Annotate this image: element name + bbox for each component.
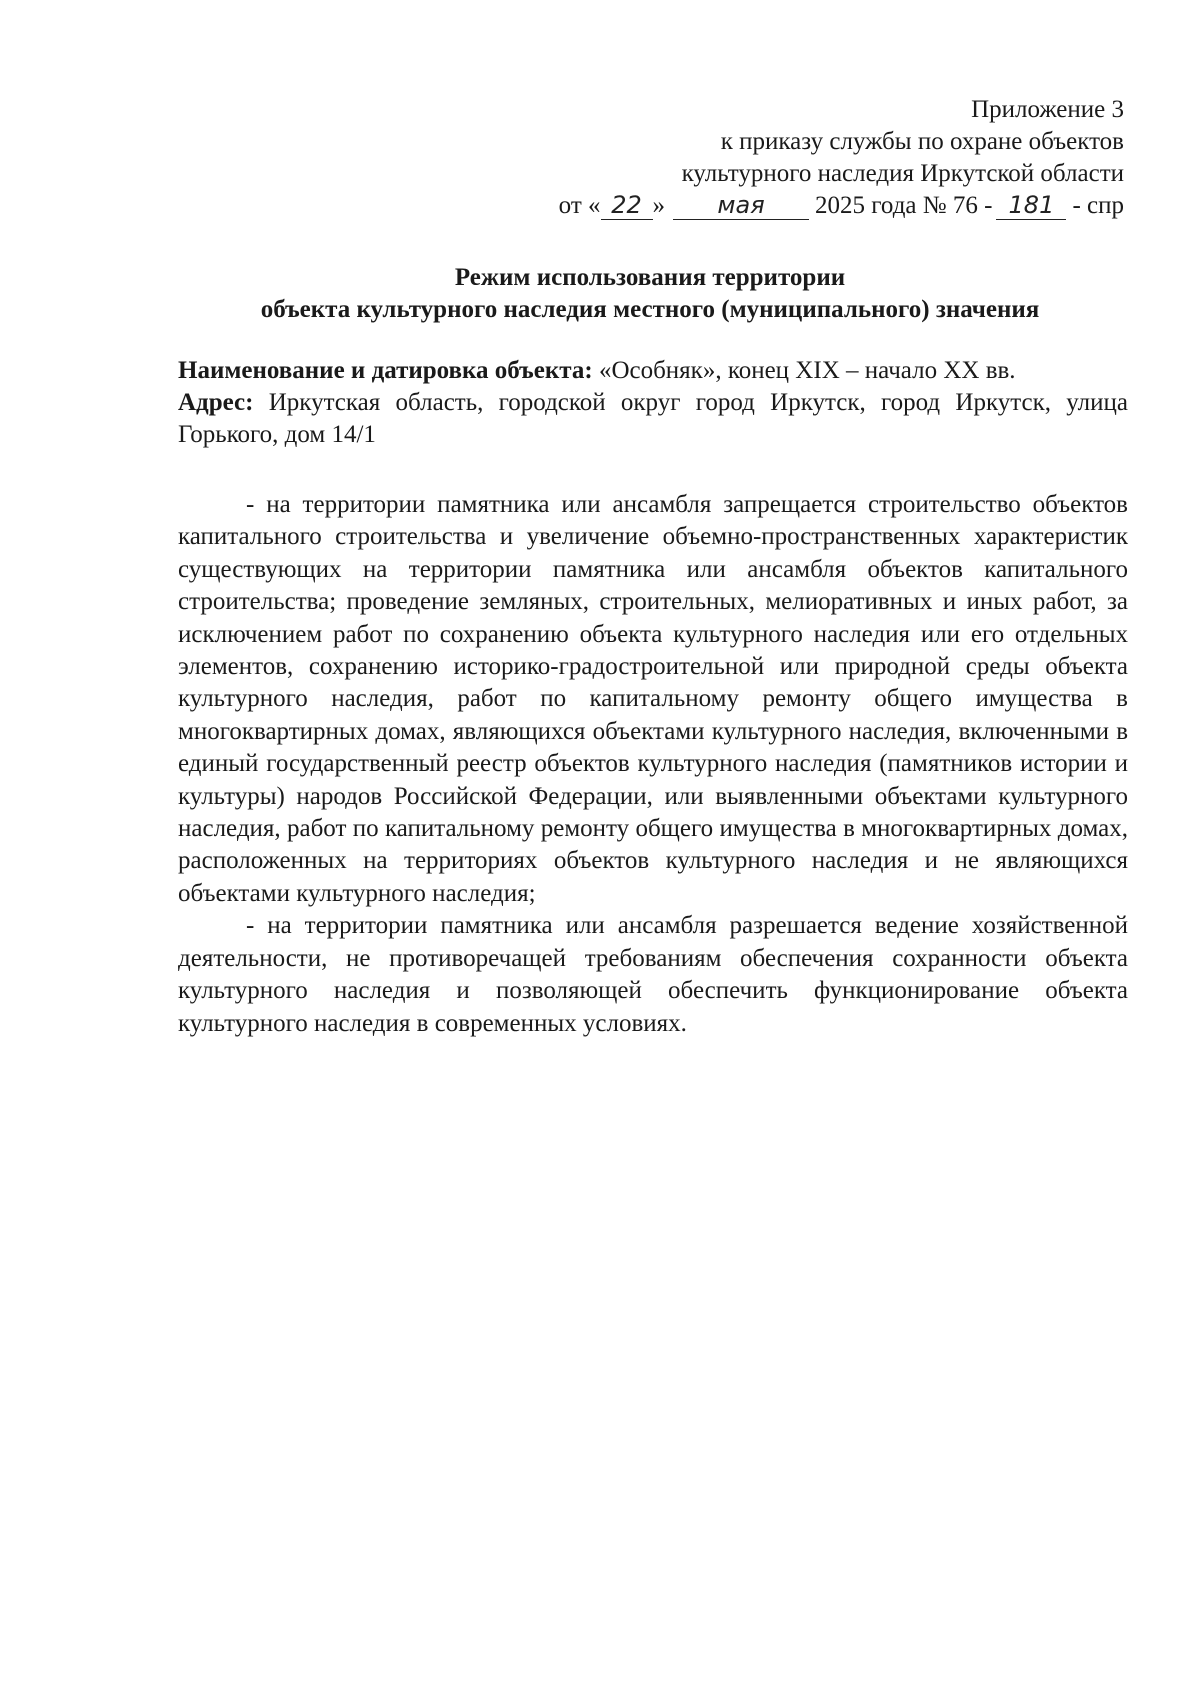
date-prefix: от « — [558, 192, 601, 219]
document-title — [170, 262, 1130, 326]
object-name-row — [178, 355, 1128, 387]
title-line-1: Режим использования территории — [454, 264, 846, 291]
date-mid: » — [652, 192, 666, 219]
object-info — [178, 355, 1128, 451]
regime-text — [178, 489, 1128, 1040]
appendix-order-ref: к приказу службы по охране объектов — [720, 128, 1124, 155]
order-year-number: 2025 года № 76 - — [815, 192, 993, 219]
prohibition-paragraph: - на территории памятника или ансамбля запрещается строительство объектов капитального строительства и увеличение объемно-пространственных характеристик существующих на территории памятника или ансамбля объектов капитального строительства; проведение земляных, строительных, мелиоративных и иных работ, за исключением работ по сохранению объекта культурного наследия или его отдельных элементов, сохранению историко-градостроительной или природной среды объекта культурного наследия, работ по капитальному ремонту общего имущества в многоквартирных домах, являющихся объектами культурного наследия, включенными в единый государственный реестр объектов культурного наследия (памятников истории и культуры) народов Российской Федерации, или выявленными объектами культурного наследия, работ по капитальному ремонту общего имущества в многоквартирных домах, расположенных на территориях объектов культурного наследия и не являющихся объектами культурного наследия; — [178, 491, 1128, 907]
object-name-label: Наименование и датировка объекта: — [178, 357, 593, 384]
appendix-date-line — [559, 190, 1124, 222]
appendix-authority: культурного наследия Иркутской области — [681, 160, 1124, 187]
object-address-value: Иркутская область, городской округ город Иркутск, город Иркутск, улица Горького, дом 14/1 — [178, 389, 1129, 448]
title-line-2: объекта культурного наследия местного (муниципального) значения — [260, 296, 1040, 323]
order-suffix: - спр — [1072, 192, 1124, 219]
handwritten-order-number: 181 — [996, 191, 1066, 220]
object-name-value: «Особняк», конец XIX – начало XX вв. — [598, 357, 1016, 384]
appendix-number: Приложение 3 — [971, 96, 1124, 123]
object-address-row — [178, 387, 1128, 451]
handwritten-day: 22 — [601, 191, 653, 220]
permission-paragraph: - на территории памятника или ансамбля разрешается ведение хозяйственной деятельности, не противоречащей требованиям обеспечения сохранности объекта культурного наследия и позволяющей обеспечить функционирование объекта культурного наследия в современных условиях. — [178, 912, 1128, 1037]
object-address-label: Адрес: — [178, 389, 254, 416]
appendix-header — [559, 94, 1124, 222]
handwritten-month: мая — [673, 191, 809, 220]
